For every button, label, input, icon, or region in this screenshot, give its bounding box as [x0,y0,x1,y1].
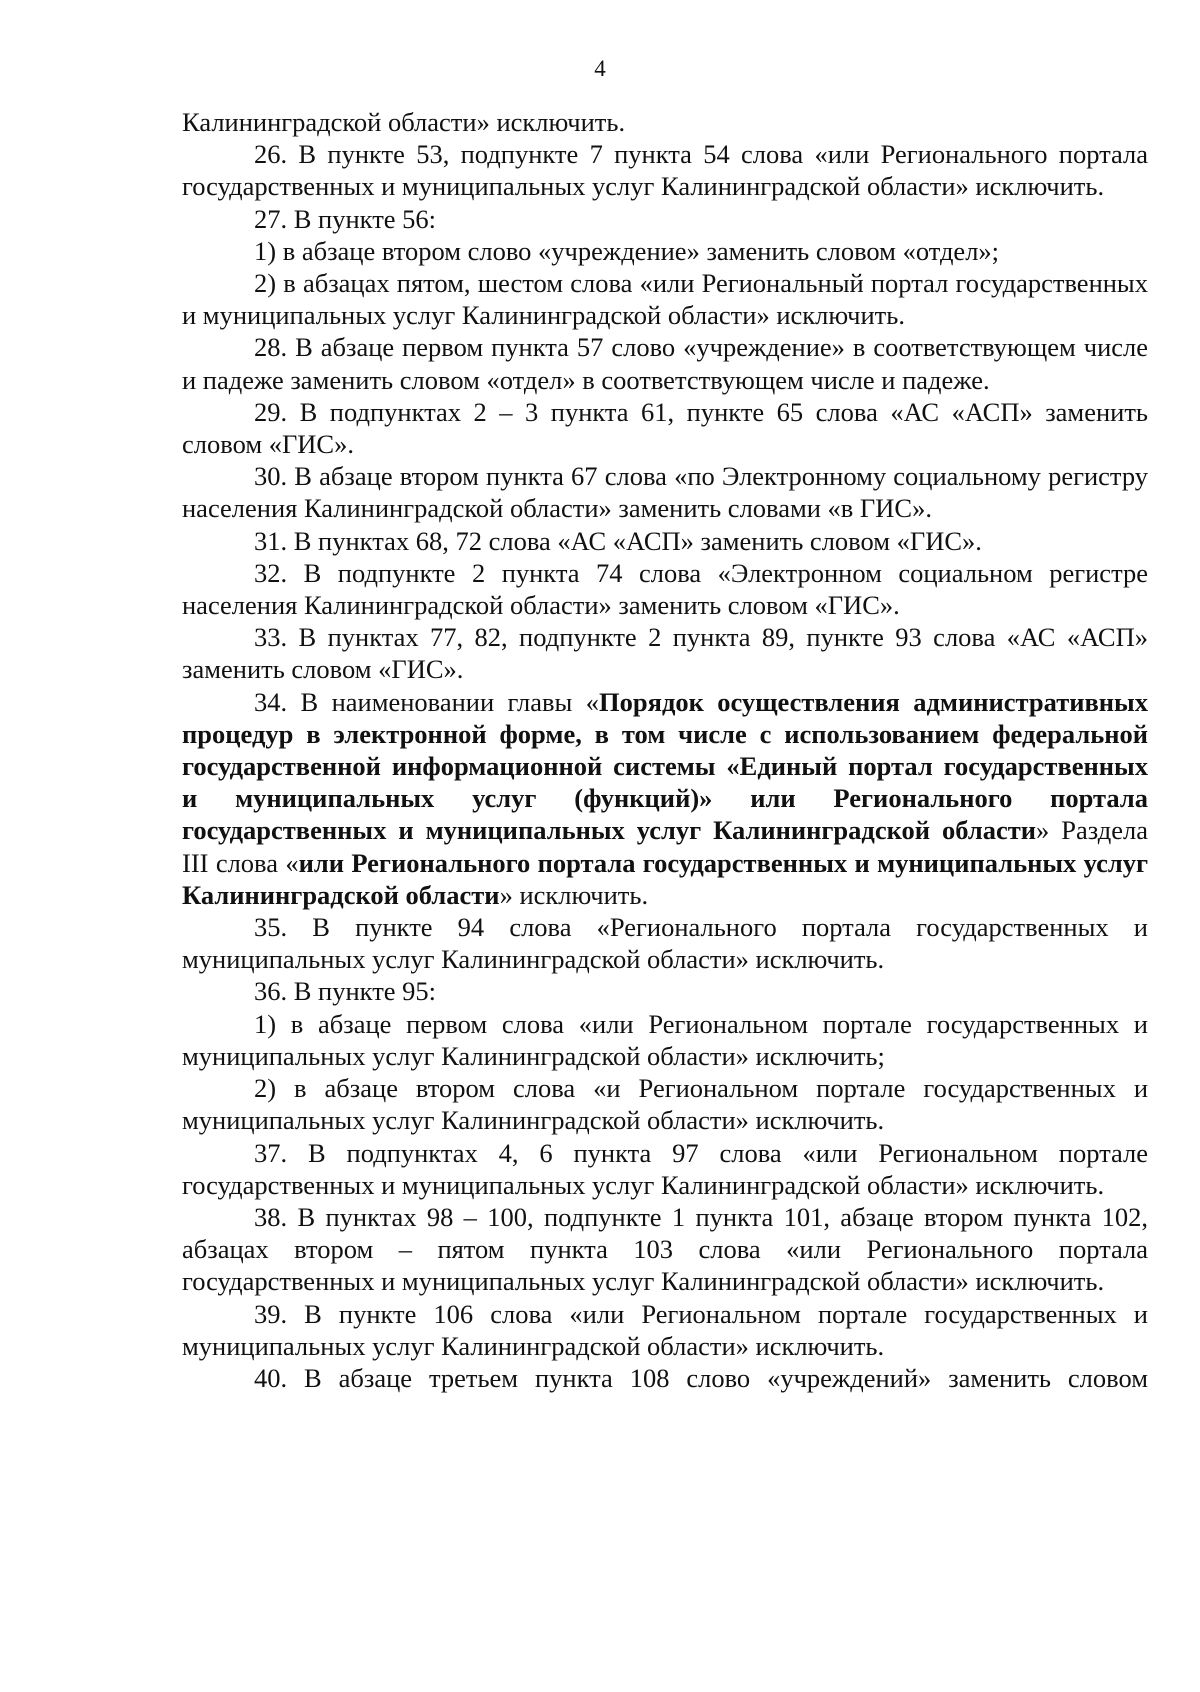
paragraph-33: 33. В пунктах 77, 82, подпункте 2 пункта 89, пункте 93 слова «АС «АСП» заменить словом «ГИС». [182,622,1148,685]
removed-words: или Регионального портала государственных и муниципальных услуг Калининградской области [182,847,1148,910]
paragraph-34-tail: » исключить. [499,879,649,910]
paragraph-29: 29. В подпунктах 2 – 3 пункта 61, пункте 65 слова «АС «АСП» заменить словом «ГИС». [182,396,1148,460]
paragraph-27-item-2: 2) в абзацах пятом, шестом слова «или Региональный портал государственных и муниципальных услуг Калининградской области» исключить. [182,268,1148,331]
paragraph-34-lead: 34. В наименовании главы « [254,686,600,717]
paragraph-30: 30. В абзаце втором пункта 67 слова «по Электронному социальному регистру населения Калининградской области» заменить словами «в ГИС». [182,461,1148,524]
document-body [182,106,1148,1394]
paragraph-31: 31. В пунктах 68, 72 слова «АС «АСП» заменить словом «ГИС». [254,525,982,556]
paragraph-27-item-1: 1) в абзаце втором слово «учреждение» заменить словом «отдел»; [254,235,1000,266]
paragraph-32: 32. В подпункте 2 пункта 74 слова «Электронном социальном регистре населения Калининградской области» заменить словом «ГИС». [182,557,1148,621]
paragraph-28: 28. В абзаце первом пункта 57 слово «учреждение» в соответствующем числе и падеже заменить словом «отдел» в соответствующем числе и падеже. [182,332,1148,395]
paragraph-40: 40. В абзаце третьем пункта 108 слово «учреждений» заменить словом [254,1362,1148,1393]
paragraph-37: 37. В подпунктах 4, 6 пункта 97 слова «или Региональном портале государственных и муниципальных услуг Калининградской области» исключить. [182,1137,1148,1200]
paragraph-34-middle: » Раздела III слова « [182,815,1148,878]
paragraph-39: 39. В пункте 106 слова «или Региональном портале государственных и муниципальных услуг Калининградской области» исключить. [182,1298,1148,1361]
chapter-title: Порядок осуществления административных процедур в электронной форме, в том числе с использованием федеральной государственной информационной системы «Единый портал государственных и муниципальных услуг (функций)» или Регионального портала государственных и муниципальных услуг Калининградской области [182,686,1148,846]
paragraph-36: 36. В пункте 95: [254,976,437,1007]
paragraph-38: 38. В пунктах 98 – 100, подпункте 1 пункта 101, абзаце втором пункта 102, абзацах втором – пятом пункта 103 слова «или Регионального портала государственных и муниципальных услуг Калининградской области» исключить. [182,1201,1148,1297]
paragraph-36-item-2: 2) в абзаце втором слова «и Региональном портале государственных и муниципальных услуг Калининградской области» исключить. [182,1073,1148,1136]
paragraph-35: 35. В пункте 94 слова «Регионального портала государственных и муниципальных услуг Калининградской области» исключить. [182,912,1148,975]
paragraph-26: 26. В пункте 53, подпункте 7 пункта 54 слова «или Регионального портала государственных и муниципальных услуг Калининградской области» исключить. [182,139,1148,202]
paragraph-continuation: Калининградской области» исключить. [182,107,626,137]
paragraph-36-item-1: 1) в абзаце первом слова «или Региональном портале государственных и муниципальных услуг Калининградской области» исключить; [182,1008,1148,1071]
page-number: 4 [594,56,606,81]
paragraph-27: 27. В пункте 56: [254,203,437,234]
paragraph-34 [182,686,1148,911]
